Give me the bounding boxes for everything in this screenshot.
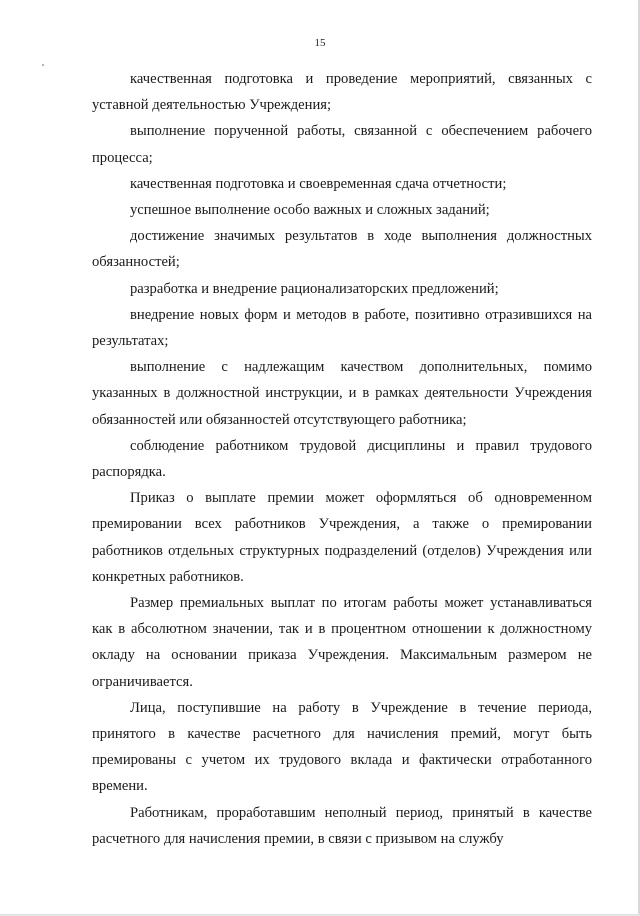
document-body — [92, 66, 592, 852]
scan-speck — [42, 64, 44, 66]
paragraph: выполнение с надлежащим качеством дополнительных, помимо указанных в должностной инструкции, и в рамках деятельности Учреждения обязанностей или обязанностей отсутствующего работника; — [92, 359, 592, 428]
paragraph: внедрение новых форм и методов в работе, позитивно отразившихся на результатах; — [92, 306, 592, 350]
page-number: 15 — [314, 37, 326, 49]
paragraph: Приказ о выплате премии может оформляться об одновременном премировании всех работников Учреждения, а также о премировании работников отдельных структурных подразделений (отделов) Учреждения или конкретных работников. — [92, 490, 592, 585]
paragraph: Лица, поступившие на работу в Учреждение в течение периода, принятого в качестве расчетного для начисления премий, могут быть премированы с учетом их трудового вклада и фактически отработанного времени. — [92, 699, 592, 795]
paragraph: Размер премиальных выплат по итогам работы может устанавливаться как в абсолютном значении, так и в процентном отношении к должностному окладу на основании приказа Учреждения. Максимальным размером не ограничивается. — [92, 595, 592, 690]
paragraph: качественная подготовка и проведение мероприятий, связанных с уставной деятельностью Учреждения; — [92, 71, 592, 114]
paragraph: успешное выполнение особо важных и сложных заданий; — [130, 202, 490, 219]
paragraph: соблюдение работником трудовой дисциплины и правил трудового распорядка. — [92, 437, 592, 481]
paragraph: Работникам, проработавшим неполный период, принятый в качестве расчетного для начисления премии, в связи с призывом на службу — [92, 804, 592, 847]
paragraph: достижение значимых результатов в ходе выполнения должностных обязанностей; — [92, 228, 592, 271]
paragraph: разработка и внедрение рационализаторских предложений; — [130, 280, 499, 297]
paragraph: качественная подготовка и своевременная сдача отчетности; — [130, 175, 507, 192]
paragraph: выполнение порученной работы, связанной с обеспечением рабочего процесса; — [92, 123, 592, 166]
